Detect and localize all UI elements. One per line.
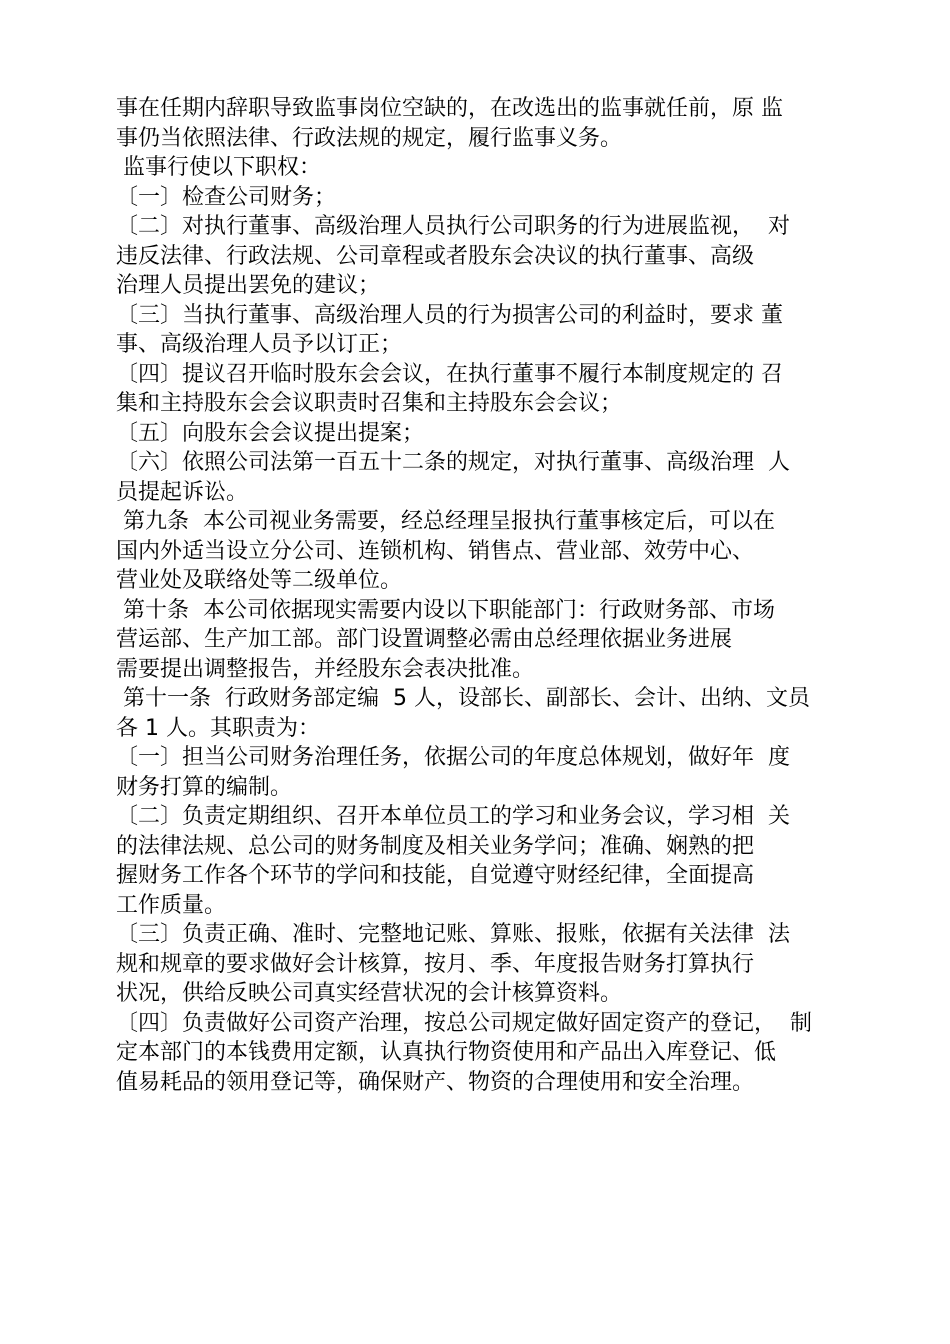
text-line: 违反法律、行政法规、公司章程或者股东会决议的执行董事、高级 [116,243,755,269]
text-line: 事、高级治理人员予以订正； [116,332,403,357]
text-line: 〔三〕当执行董事、高级治理人员的行为损害公司的利益时，要求 董 [116,302,783,328]
text-line: 握财务工作各个环节的学问和技能，自觉遵守财经纪律，全面提高 [116,863,755,888]
text-line: 需要提出调整报告，并经股东会表决批准。 [116,656,535,682]
text-line: 财务打算的编制。 [116,774,293,800]
text-line: 值易耗品的领用登记等，确保财产、物资的合理使用和安全治理。 [116,1069,755,1095]
document-body [116,94,856,1097]
text-line: 集和主持股东会会议职责时召集和主持股东会会议； [116,391,623,416]
text-line: 营业处及联络处等二级单位。 [116,568,403,593]
text-line: 工作质量。 [116,892,227,918]
text-line: 〔四〕负责做好公司资产治理，按总公司规定做好固定资产的登记， 制 [116,1010,812,1036]
text-line: 〔三〕负责正确、准时、完整地记账、算账、报账，依据有关法律 法 [116,922,790,947]
text-line: 的法律法规、总公司的财务制度及相关业务学问；准确、娴熟的把 [116,833,755,859]
text-line: 〔二〕负责定期组织、召开本单位员工的学习和业务会议，学习相 关 [116,804,790,829]
text-line: 〔四〕提议召开临时股东会会议，在执行董事不履行本制度规定的 召 [116,361,783,387]
text-line: 国内外适当设立分公司、连锁机构、销售点、营业部、效劳中心、 [116,538,755,564]
text-line: 第九条 本公司视业务需要，经总经理呈报执行董事核定后，可以在 [116,509,775,534]
text-line: 监事行使以下职权： [116,155,321,180]
text-line: 〔一〕检查公司财务； [116,184,337,210]
text-line: 治理人员提出罢免的建议； [116,273,381,298]
text-line: 定本部门的本钱费用定额，认真执行物资使用和产品出入库登记、低 [116,1040,777,1065]
text-line: 第十一条 行政财务部定编 5 人，设部长、副部长、会计、出纳、文员 [116,686,810,711]
text-line: 状况，供给反映公司真实经营状况的会计核算资料。 [116,981,623,1006]
text-line: 〔五〕向股东会会议提出提案； [116,420,425,446]
text-line: 第十条 本公司依据现实需要内设以下职能部门：行政财务部、市场 [116,597,775,623]
text-line: 员提起诉讼。 [116,479,249,505]
text-line: 事在任期内辞职导致监事岗位空缺的，在改选出的监事就任前，原 监 [116,96,783,121]
text-line: 〔六〕依照公司法第一百五十二条的规定，对执行董事、高级治理 人 [116,450,790,475]
text-line: 规和规章的要求做好会计核算，按月、季、年度报告财务打算执行 [116,951,755,977]
text-line: 营运部、生产加工部。部门设置调整必需由总经理依据业务进展 [116,627,733,652]
text-line: 事仍当依照法律、行政法规的规定，履行监事义务。 [116,125,623,151]
text-line: 〔一〕担当公司财务治理任务，依据公司的年度总体规划，做好年 度 [116,745,790,770]
text-line: 各 1 人。其职责为： [116,715,320,741]
text-line: 〔二〕对执行董事、高级治理人员执行公司职务的行为进展监视， 对 [116,214,790,239]
